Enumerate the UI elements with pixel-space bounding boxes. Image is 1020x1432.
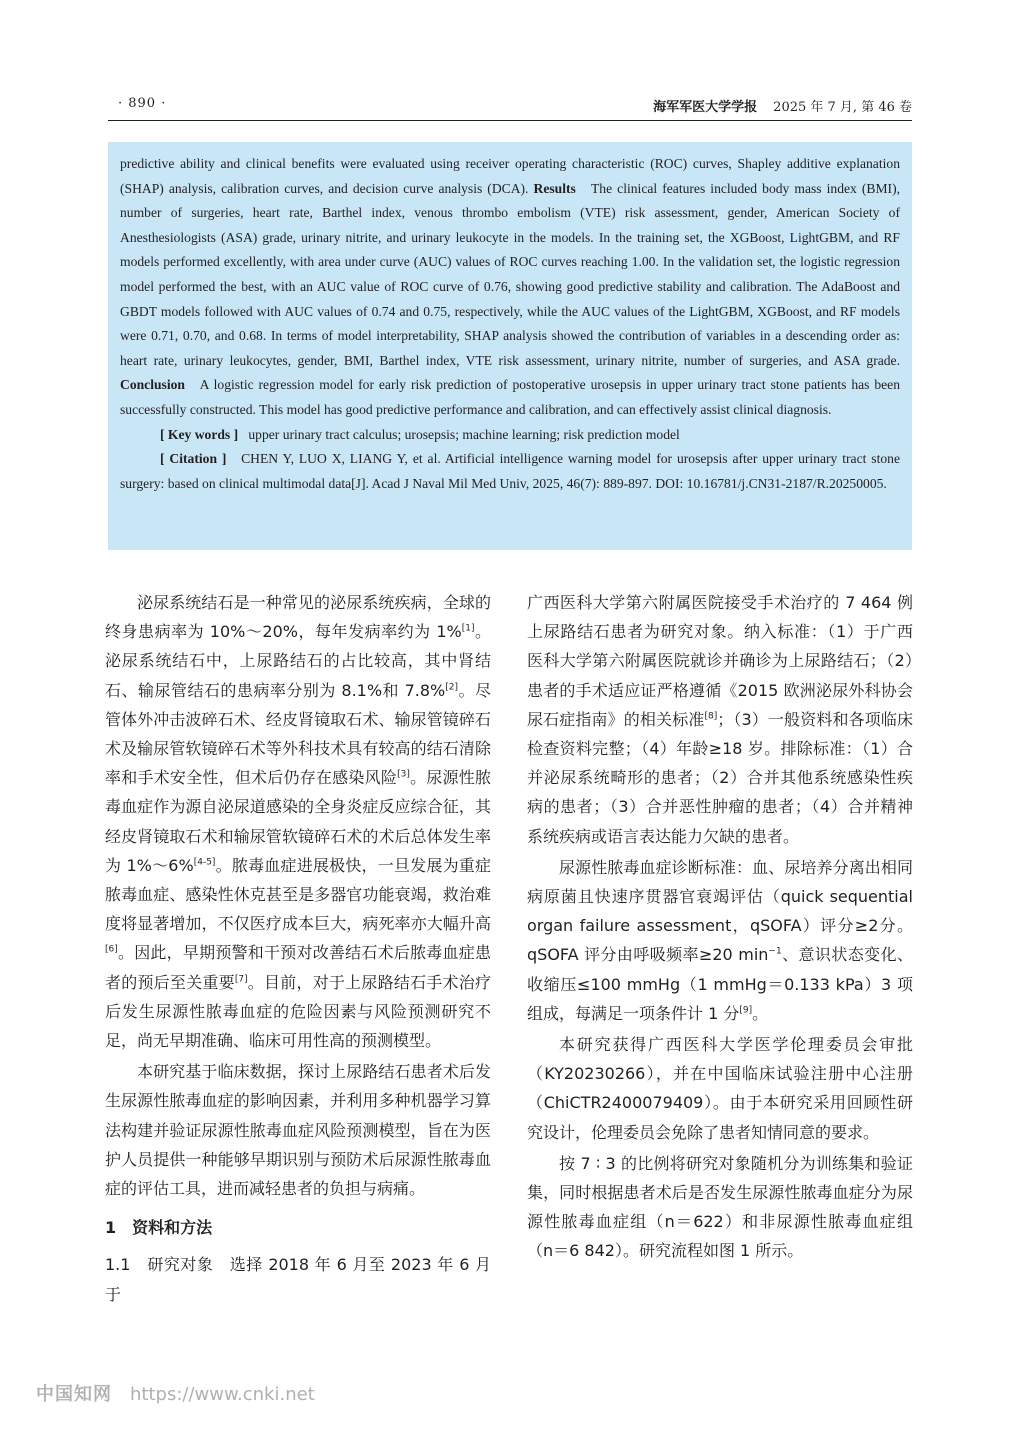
- text-run: 。目前，对于上尿路结石手术治疗后发生尿源性脓毒血症的危险因素与风险预测研究不足，尚无早期准确、临床可用性高的预测模型。: [105, 972, 491, 1051]
- cnki-logo: 中国知网: [36, 1384, 112, 1405]
- text-run: 。因此，早期预警和干预对改善结石术后脓毒血症患者的预后至关重要: [105, 943, 491, 992]
- text-run: 。泌尿系统结石中，上尿路结石的占比较高，其中肾结石、输尿管结石的患病率分别为 8.1%和 7.8%: [105, 622, 491, 700]
- abstract-conclusion: A logistic regression model for early risk prediction of postoperative urosepsis in upper urinary tract stone patients has been successfully constructed. This model has good predictive performance and calibration, and can effectively assist clinical diagnosis.: [120, 377, 901, 417]
- text-run: 。尿源性脓毒血症作为源自泌尿道感染的全身炎症反应综合征，其经皮肾镜取石术和输尿管软镜碎石术的术后总体发生率为 1%～6%: [105, 768, 491, 875]
- ref-6[interactable]: [6]: [105, 945, 118, 956]
- ref-9[interactable]: [9]: [739, 1005, 753, 1016]
- text-run: 泌尿系统结石是一种常见的泌尿系统疾病，全球的终身患病率为 10%～20%，每年发病率约为 1%: [105, 593, 491, 642]
- intro-paragraph-2: 本研究基于临床数据，探讨上尿路结石患者术后发生尿源性脓毒血症的影响因素，并利用多种机器学习算法构建并验证尿源性脓毒血症风险预测模型，旨在为医护人员提供一种能够早期识别与预防术后尿源性脓毒血症的评估工具，进而减轻患者的负担与病痛。: [105, 1062, 491, 1199]
- text-run: 。脓毒血症进展极快，一旦发展为重症脓毒血症、感染性休克甚至是多器官功能衰竭，救治难度将显著增加，不仅医疗成本巨大，病死率亦大幅升高: [105, 855, 491, 934]
- text-run: 、意识状态变化、收缩压≤100 mmHg（1 mmHg＝0.133 kPa）3 项组成，每满足一项条件计 1 分: [527, 945, 913, 1023]
- abstract-results: The clinical features included body mass index (BMI), number of surgeries, heart rate, Barthel index, venous thrombo embolism (VTE) risk assessment, gender, American Society of Anesthesiologists (ASA) grade, urinary nitrite, and urinary leukocyte in the models. In the training set, the XGBoost, LightGBM, and RF models performed excellently, with area under curve (AUC) values of ROC curves reaching 1.00. In the validation set, the logistic regression model performed the best, with an AUC value of ROC curve of 0.76, showing good predictive stability and calibration. The AdaBoost and GBDT models followed with AUC values of 0.74 and 0.75, respectively, while the AUC values of the LightGBM, XGBoost, and RF models were 0.71, 0.70, and 0.68. In terms of model interpretability, SHAP analysis showed the contribution of variables in a descending order as: heart rate, urinary leukocytes, gender, BMI, Barthel index, VTE risk assessment, urinary nitrite, number of surgeries, and ASA grade.: [120, 180, 901, 368]
- citation-line: [120, 447, 900, 496]
- footer: [36, 1380, 315, 1406]
- ref-1[interactable]: [1]: [461, 623, 475, 634]
- ref-8[interactable]: [8]: [704, 711, 718, 722]
- ref-3[interactable]: [3]: [397, 769, 410, 780]
- subjects-paragraph: [527, 588, 913, 851]
- intro-paragraph-1: [105, 588, 491, 1055]
- superscript-minus-1: −1: [768, 947, 782, 958]
- results-label: Results: [533, 180, 576, 196]
- issue-info: 2025 年 7 月, 第 46 卷: [773, 100, 912, 115]
- diagnosis-paragraph: [527, 853, 913, 1028]
- abstract-box: [108, 142, 912, 550]
- text-run: 尿源性脓毒血症诊断标准：血、尿培养分离出相同病原菌且快速序贯器官衰竭评估（quick sequential organ failure assessment，qSOFA）评分≥2分。qSOFA 评分由呼吸频率≥20 min: [527, 857, 913, 965]
- text-run: 广西医科大学第六附属医院接受手术治疗的 7 464 例上尿路结石患者为研究对象。纳入标准：（1）于广西医科大学第六附属医院就诊并确诊为上尿路结石；（2）患者的手术适应证严格遵循《2015 欧洲泌尿外科协会尿石症指南》的相关标准: [527, 593, 913, 729]
- right-column: [527, 588, 913, 1266]
- grouping-paragraph: 按 7 ∶ 3 的比例将研究对象随机分为训练集和验证集，同时根据患者术后是否发生尿源性脓毒血症分为尿源性脓毒血症组（n＝622）和非尿源性脓毒血症组（n＝6 842）。研究流程如图 1 所示。: [527, 1153, 913, 1261]
- ref-4-5[interactable]: [4-5]: [193, 857, 216, 868]
- abstract-methods-tail: predictive ability and clinical benefits were evaluated using receiver operating characteristic (ROC) curves, Shapley additive explanation (SHAP) analysis, calibration curves, and decision curve analysis (DCA).: [120, 156, 900, 196]
- page-header: [108, 92, 912, 120]
- header-rule: [108, 120, 912, 121]
- page-number: · 890 ·: [118, 96, 167, 111]
- conclusion-label: Conclusion: [120, 377, 185, 393]
- subsection-1-1: 1.1 研究对象 选择 2018 年 6 月至 2023 年 6 月于: [105, 1255, 491, 1304]
- journal-name: 海军军医大学学报: [653, 100, 758, 115]
- ethics-paragraph: 本研究获得广西医科大学医学伦理委员会审批（KY20230266），并在中国临床试验注册中心注册（ChiCTR2400079409）。由于本研究采用回顾性研究设计，伦理委员会免除了患者知情同意的要求。: [527, 1035, 913, 1142]
- keywords: upper urinary tract calculus; urosepsis; machine learning; risk prediction model: [248, 426, 680, 442]
- left-column: [105, 588, 491, 1309]
- citation: CHEN Y, LUO X, LIANG Y, et al. Artificial intelligence warning model for urosepsis after upper urinary tract stone surgery: based on clinical multimodal data[J]. Acad J Naval Mil Med Univ, 2025, 46(7): 889-897. DOI: 10.16781/j.CN31-2187/R.20250005.: [120, 451, 900, 491]
- journal-info: [653, 96, 912, 115]
- keywords-label: [ Key words ]: [160, 426, 239, 442]
- text-run: 。: [752, 1003, 769, 1023]
- text-run: 。尽管体外冲击波碎石术、经皮肾镜取石术、输尿管镜碎石术及输尿管软镜碎石术等外科技术具有较高的结石清除率和手术安全性，但术后仍存在感染风险: [105, 680, 491, 788]
- section-title: 1 资料和方法: [105, 1218, 213, 1238]
- ref-2[interactable]: [2]: [445, 682, 458, 693]
- ref-7[interactable]: [7]: [234, 974, 248, 985]
- text-run: ；（3）一般资料和各项临床检查资料完整；（4）年龄≥18 岁。排除标准：（1）合并泌尿系统畸形的患者；（2）合并其他系统感染性疾病的患者；（3）合并恶性肿瘤的患者；（4）合并精神系统疾病或语言表达能力欠缺的患者。: [527, 709, 913, 846]
- keywords-line: [120, 423, 900, 448]
- abstract-paragraph: [120, 152, 900, 423]
- citation-label: [ Citation ]: [160, 451, 227, 467]
- cnki-url[interactable]: https://www.cnki.net: [130, 1384, 315, 1405]
